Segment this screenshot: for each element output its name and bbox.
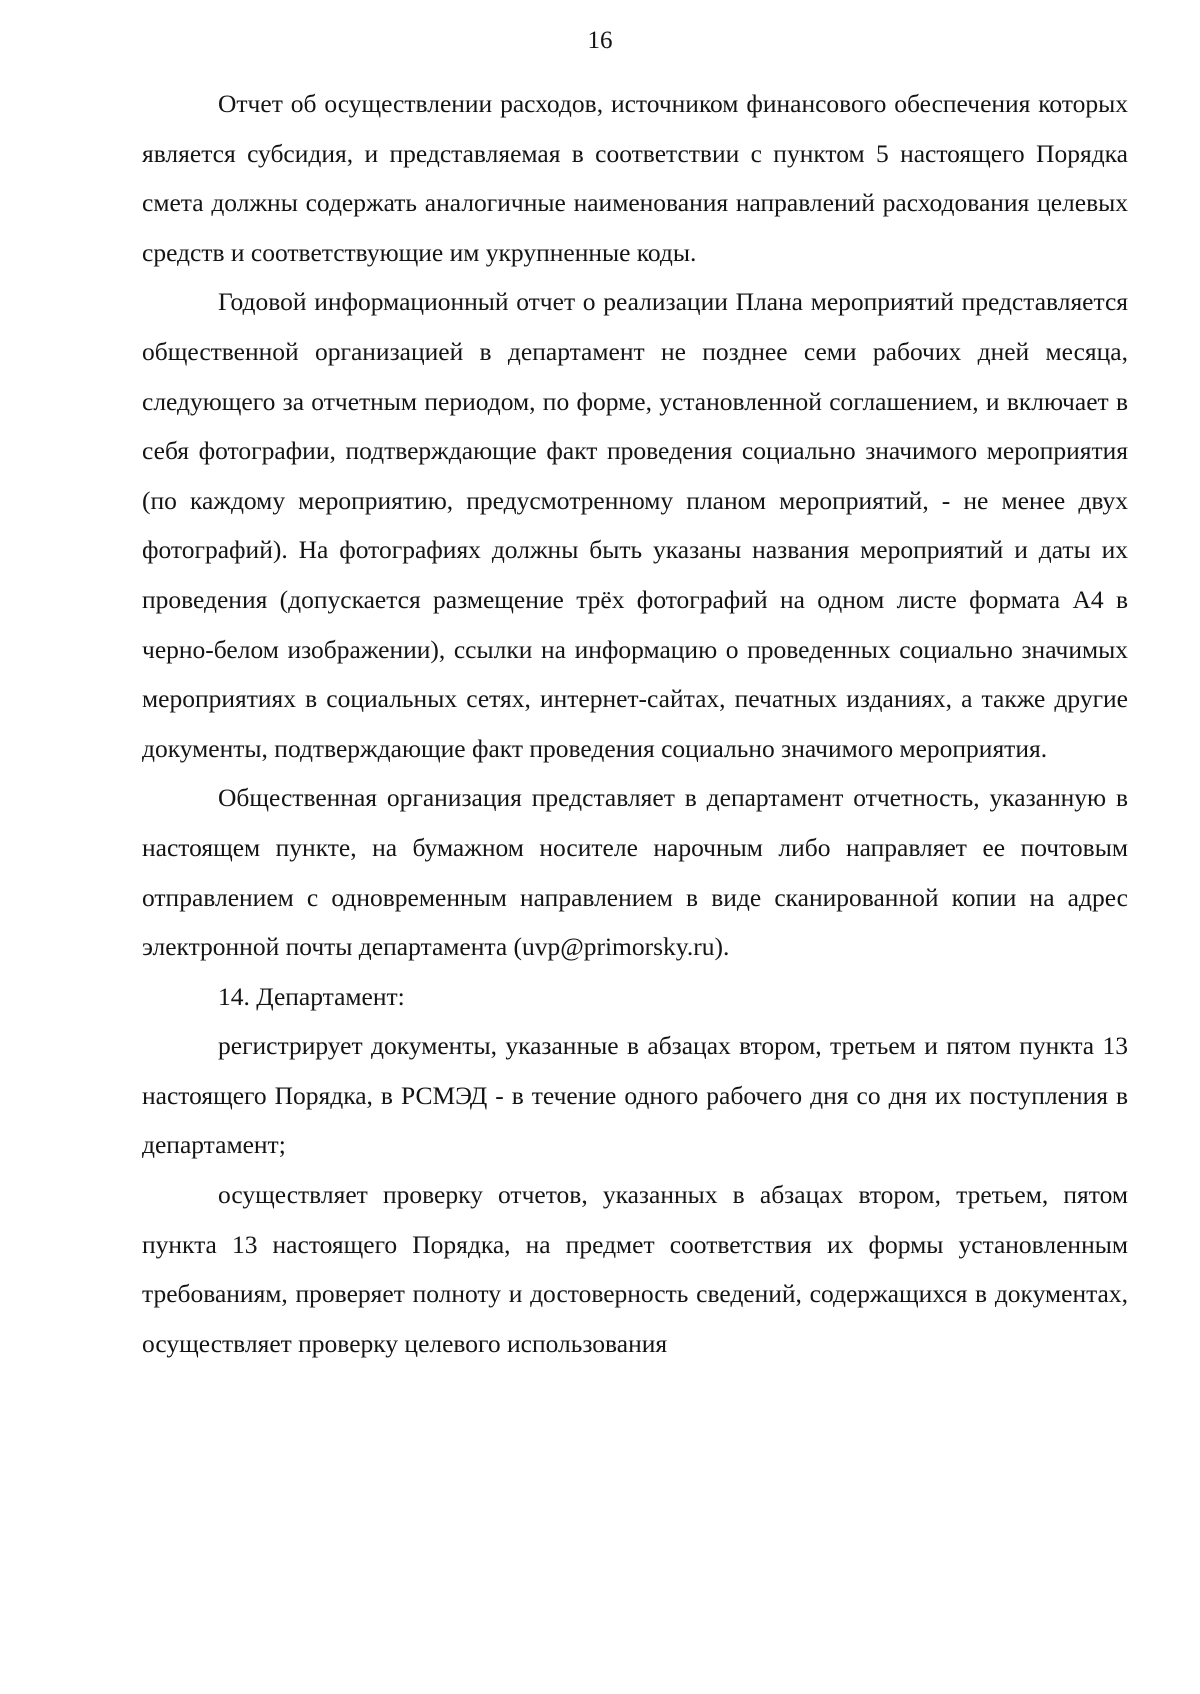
paragraph-section-14-heading: 14. Департамент: [218, 981, 405, 1011]
paragraph-reporting-submission: Общественная организация представляет в департамент отчетность, указанную в настоящем пункте, на бумажном носителе нарочным либо направляет ее почтовым отправлением с одновременным направлением в виде сканированной копии на адрес электронной почты департамента (uvp@primorsky.ru). [142, 783, 1128, 962]
paragraph-verifies-reports: осуществляет проверку отчетов, указанных в абзацах втором, третьем, пятом пункта 13 настоящего Порядка, на предмет соответствия их формы установленным требованиям, проверяет полноту и достоверность сведений, содержащихся в документах, осуществляет проверку целевого использования [142, 1180, 1128, 1358]
document-body [142, 79, 1128, 1368]
paragraph-report-expenses: Отчет об осуществлении расходов, источником финансового обеспечения которых является субсидия, и представляемая в соответствии с пунктом 5 настоящего Порядка смета должны содержать аналогичные наименования направлений расходования целевых средств и соответствующие им укрупненные коды. [142, 89, 1128, 267]
paragraph-registers-documents: регистрирует документы, указанные в абзацах втором, третьем и пятом пункта 13 настоящего Порядка, в РСМЭД - в течение одного рабочего дня со дня их поступления в департамент; [142, 1031, 1128, 1160]
paragraph-annual-report: Годовой информационный отчет о реализации Плана мероприятий представляется общественной организацией в департамент не позднее семи рабочих дней месяца, следующего за отчетным периодом, по форме, установленной соглашением, и включает в себя фотографии, подтверждающие факт проведения социально значимого мероприятия (по каждому мероприятию, предусмотренному планом мероприятий, - не менее двух фотографий). На фотографиях должны быть указаны названия мероприятий и даты их проведения (допускается размещение трёх фотографий на одном листе формата А4 в черно-белом изображении), ссылки на информацию о проведенных социально значимых мероприятиях в социальных сетях, интернет-сайтах, печатных изданиях, а также другие документы, подтверждающие факт проведения социально значимого мероприятия. [142, 287, 1128, 763]
page-number: 16 [587, 27, 613, 54]
